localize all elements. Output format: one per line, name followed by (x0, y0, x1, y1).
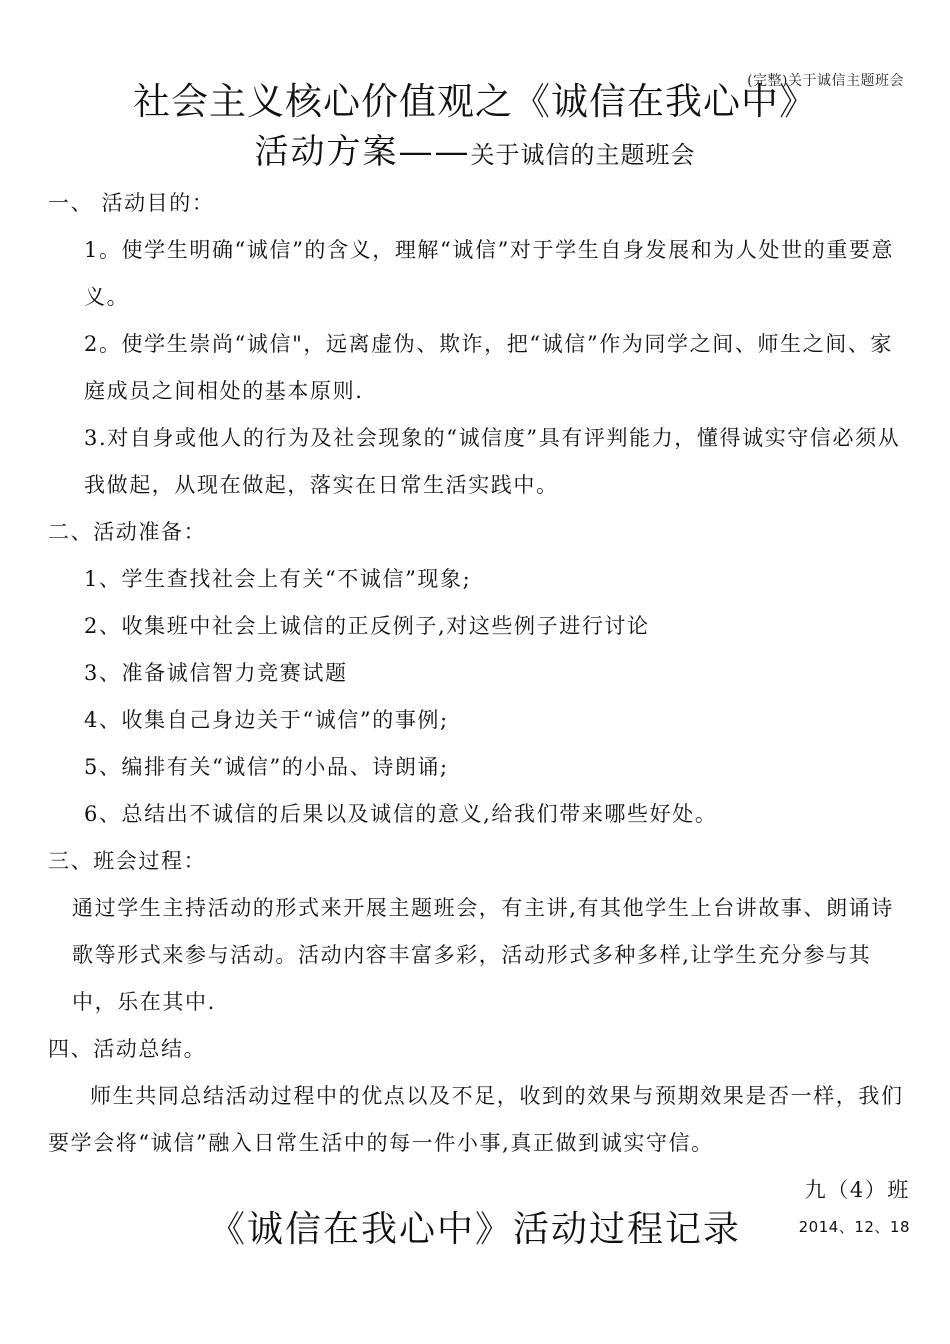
prep-item: 3、准备诚信智力竞赛试题 (84, 661, 348, 685)
goal-item: 2。使学生崇尚“诚信"，远离虚伪、欺诈，把“诚信”作为同学之间、师生之间、家庭成员之间相处的基本原则. (84, 332, 894, 403)
section-heading-goal: 一、 活动目的： (48, 191, 215, 215)
subtitle-small: 关于诚信的主题班会 (470, 141, 696, 169)
goal-item: 3.对自身或他人的行为及社会现象的“诚信度”具有评判能力，懂得诚实守信必须从我做起，从现在做起，落实在日常生活实践中。 (84, 426, 901, 497)
subtitle-main: 活动方案—— (254, 132, 471, 172)
goal-item: 1。使学生明确“诚信”的含义，理解“诚信”对于学生自身发展和为人处世的重要意义。 (84, 238, 895, 309)
summary-paragraph: 师生共同总结活动过程中的优点以及不足，收到的效果与预期效果是否一样，我们要学会将“诚信”融入日常生活中的每一件小事,真正做到诚实守信。 (48, 1084, 904, 1155)
document-title: 社会主义核心价值观之《诚信在我心中》 (133, 80, 817, 123)
section-heading-prep: 二、活动准备： (48, 520, 207, 544)
record-title: 《诚信在我心中》活动过程记录 (208, 1209, 741, 1250)
document-subtitle (0, 130, 950, 177)
prep-item: 1、学生查找社会上有关“不诚信”现象; (84, 567, 472, 591)
prep-item: 4、收集自己身边关于“诚信”的事例; (84, 708, 449, 732)
signature-date: 2014、12、18 (798, 1218, 910, 1236)
section-heading-summary: 四、活动总结。 (48, 1037, 207, 1061)
prep-item: 2、收集班中社会上诚信的正反例子,对这些例子进行讨论 (84, 614, 650, 638)
prep-item: 5、编排有关“诚信”的小品、诗朗诵; (84, 755, 449, 779)
class-signature: 九（4）班 (804, 1178, 910, 1202)
prep-item: 6、总结出不诚信的后果以及诚信的意义,给我们带来哪些好处。 (84, 802, 718, 826)
document-body (48, 180, 910, 1240)
section-heading-process: 三、班会过程： (48, 849, 207, 873)
process-paragraph: 通过学生主持活动的形式来开展主题班会，有主讲,有其他学生上台讲故事、朗诵诗歌等形式来参与活动。活动内容丰富多彩，活动形式多种多样,让学生充分参与其中，乐在其中. (72, 896, 894, 1014)
running-header: (完整)关于诚信主题班会 (747, 73, 904, 89)
